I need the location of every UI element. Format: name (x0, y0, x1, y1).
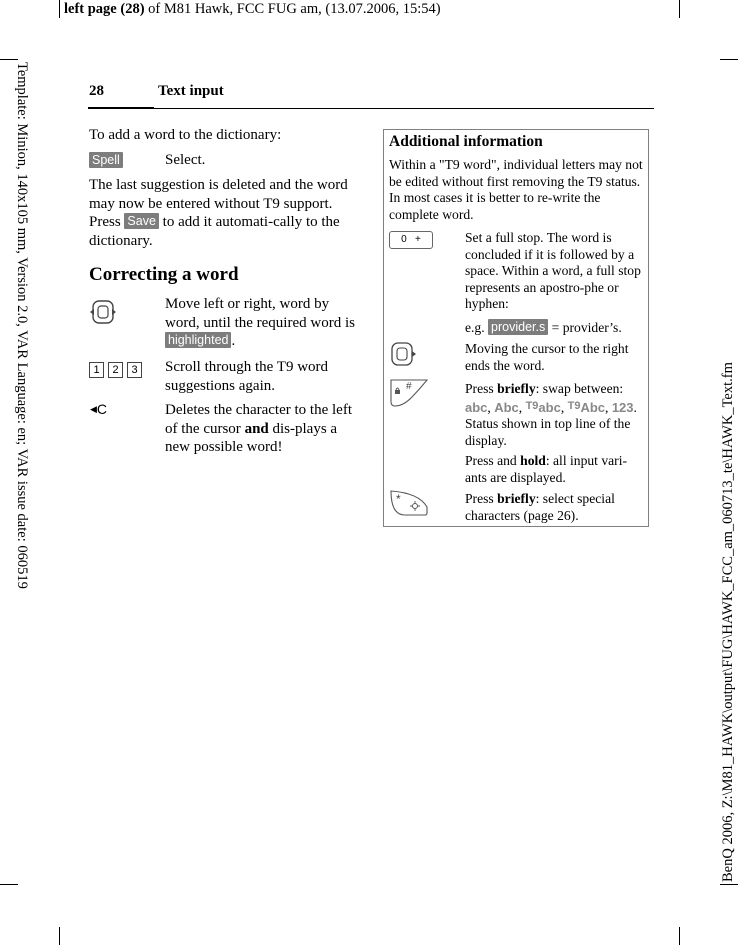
infobox-hold-text: Press and hold: all input vari-ants are displayed. (465, 453, 628, 485)
crop-mark (679, 0, 680, 18)
print-slug (64, 1, 441, 18)
crop-mark (720, 59, 738, 60)
infobox-star-text: Press briefly: select special characters (page 26). (465, 491, 615, 523)
crop-mark (679, 927, 680, 945)
star-key-icon (389, 489, 429, 517)
clear-key-text: Deletes the character to the left of the cursor and dis-plays a new possible word! (165, 402, 352, 455)
section-heading: Correcting a word (89, 264, 239, 285)
hash-key-icon (389, 378, 429, 408)
key-2-icon: 2 (108, 362, 123, 378)
side-template-info: Template: Minion, 140x105 mm, Version 2.0, VAR Language: en; VAR issue date: 060519 (14, 62, 30, 589)
mode-t9-Abc: $^{T9}$Abc (567, 399, 606, 415)
running-head-title: Text input (158, 83, 224, 99)
spell-softkey: Spell (89, 152, 123, 168)
slug-rest: of M81 Hawk, FCC FUG am, (13.07.2006, 15:54) (148, 1, 441, 17)
dictionary-paragraph: The last suggestion is deleted and the word may now be entered without T9 support. Press Save to add it automati-cally to the dictionary. (89, 177, 348, 249)
infobox-fullstop-text: Set a full stop. The word is concluded if it is followed by a space. Within a word, a full stop represents an apostro-phe or hyphen: (465, 230, 641, 311)
nav-left-right-icon (88, 298, 118, 328)
key-3-icon: 3 (127, 362, 142, 378)
infobox-cursor-text: Moving the cursor to the right ends the word. (465, 341, 629, 373)
save-softkey: Save (124, 213, 159, 229)
mode-t9-abc: $^{T9}$abc (525, 399, 561, 415)
crop-mark (0, 884, 18, 885)
nav-right-icon (389, 341, 417, 369)
running-head-rule-thin (154, 108, 654, 109)
t9-scroll-text: Scroll through the T9 word suggestions again. (165, 359, 329, 394)
infobox-title: Additional information (389, 133, 543, 150)
nav-row-text: Move left or right, word by word, until the required word is highlighted . (165, 296, 355, 349)
side-file-path: BenQ 2006, Z:\M81_HAWK\output\FUG\HAWK_FCC_am_060713_te\HAWK_Text.fm (720, 362, 736, 882)
highlighted-key: highlighted (165, 332, 231, 348)
slug-page-number: (28) (120, 1, 145, 17)
infobox-example: e.g. provider.s = provider’s. (465, 320, 622, 335)
clear-key-icon: ◀C (90, 401, 108, 417)
provider-key: provider.s (488, 319, 548, 335)
crop-mark (59, 927, 60, 945)
slug-page-label: left page (64, 1, 117, 17)
hash-label: # (406, 381, 412, 392)
infobox-hash-text: Press briefly: swap between: abc, Abc, $^{T9}$abc, $^{T9}$Abc, 123. Status shown in top line of the display. (465, 381, 637, 448)
crop-mark (59, 0, 60, 18)
dictionary-intro: To add a word to the dictionary: (89, 127, 282, 143)
crop-mark (720, 884, 738, 885)
key-1-icon: 1 (89, 362, 104, 378)
spell-description: Select. (165, 152, 206, 168)
mode-abc: abc (465, 399, 488, 415)
mode-123: 123 (611, 399, 634, 415)
crop-mark (0, 59, 18, 60)
running-head-rule-thick (88, 107, 154, 109)
key-0-icon: 0 + (389, 231, 433, 249)
keys-1-2-3-icon (89, 360, 142, 378)
star-label: * (396, 492, 401, 506)
running-head-page-number: 28 (89, 83, 104, 99)
infobox-intro: Within a "T9 word", individual letters may not be edited without first removing the T9 status. In most cases it is better to re-write the complete word. (389, 157, 643, 222)
mode-Abc: Abc (494, 399, 519, 415)
